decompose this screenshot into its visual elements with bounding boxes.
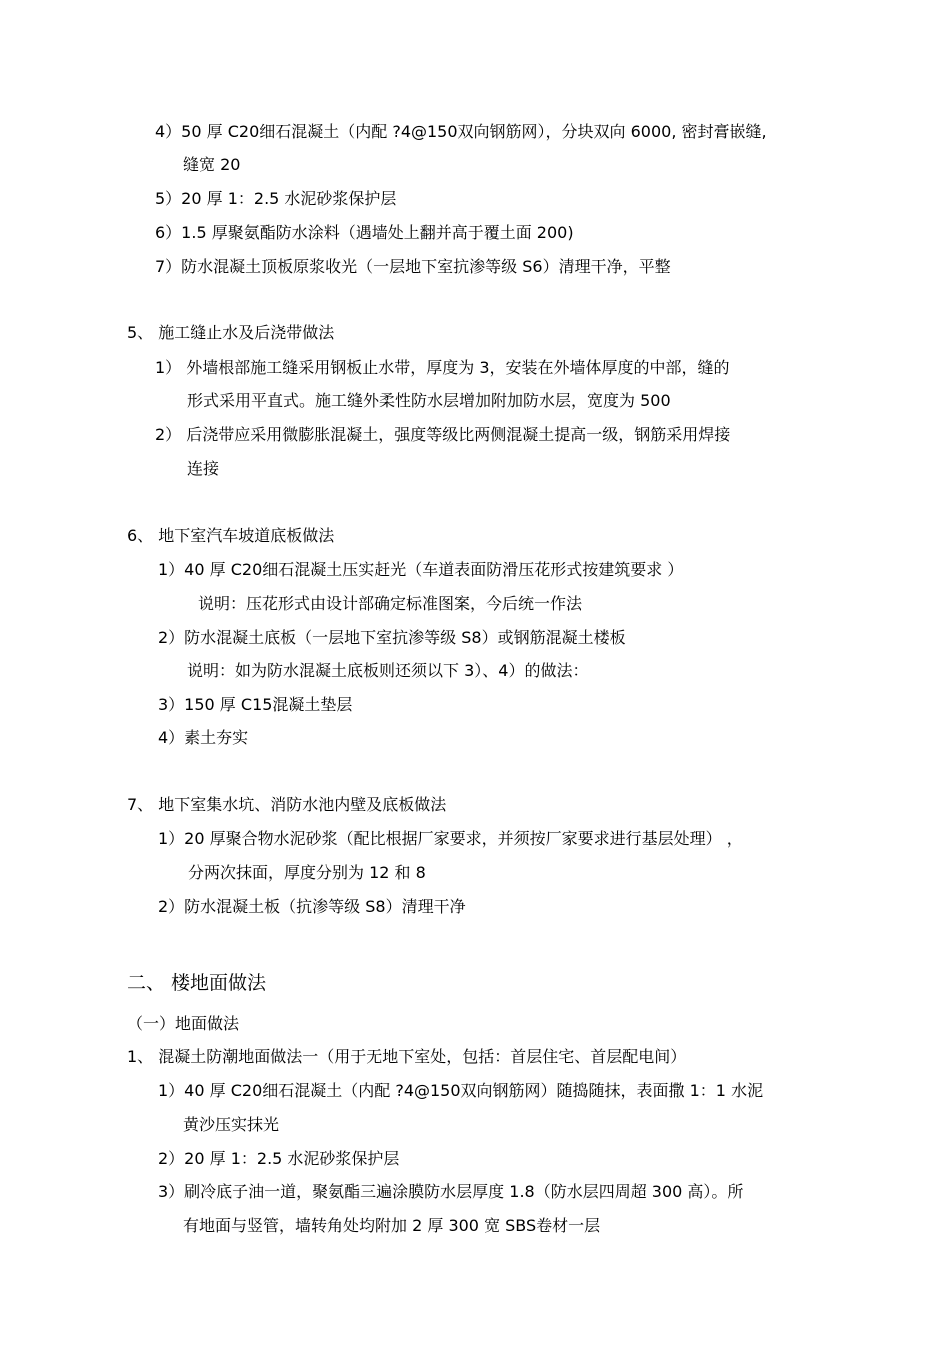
text-line: 2）防水混凝土板（抗渗等级 S8）清理干净 (158, 897, 466, 916)
text-line: 7）防水混凝土顶板原浆收光（一层地下室抗渗等级 S6）清理干净，平整 (155, 257, 671, 276)
text-line: 3）150 厚 C15混凝土垫层 (158, 695, 353, 714)
text-line: 3）刷冷底子油一道，聚氨酯三遍涂膜防水层厚度 1.8（防水层四周超 300 高）。所 (158, 1182, 744, 1201)
text-line: 1）40 厚 C20细石混凝土（内配 ?4@150双向钢筋网）随捣随抹，表面撒 1：1 水泥 (158, 1081, 764, 1100)
text-line: 2） 后浇带应采用微膨胀混凝土，强度等级比两侧混凝土提高一级，钢筋采用焊接 (155, 425, 731, 444)
text-line: 有地面与竖管，墙转角处均附加 2 厚 300 宽 SBS卷材一层 (183, 1216, 601, 1235)
section-heading: 6、 地下室汽车坡道底板做法 (127, 526, 335, 545)
text-line: 黄沙压实抹光 (183, 1115, 280, 1134)
text-line: 分两次抹面，厚度分别为 12 和 8 (188, 863, 426, 882)
text-line: 1）20 厚聚合物水泥砂浆（配比根据厂家要求，并须按厂家要求进行基层处理） ， (158, 829, 743, 848)
text-line: 连接 (187, 459, 220, 478)
text-line: 4）50 厚 C20细石混凝土（内配 ?4@150双向钢筋网），分块双向 6000, 密封膏嵌缝, (155, 122, 767, 141)
text-line: 4）素土夯实 (158, 728, 249, 747)
text-line: 2）防水混凝土底板（一层地下室抗渗等级 S8）或钢筋混凝土楼板 (158, 628, 626, 647)
text-line: 缝宽 20 (183, 155, 241, 174)
text-line: 1） 外墙根部施工缝采用钢板止水带，厚度为 3，安装在外墙体厚度的中部，缝的 (155, 358, 730, 377)
text-line: 形式采用平直式。施工缝外柔性防水层增加附加防水层，宽度为 500 (187, 391, 671, 410)
text-line: 1）40 厚 C20细石混凝土压实赶光（车道表面防滑压花形式按建筑要求 ） (158, 560, 684, 579)
text-note: 说明：压花形式由设计部确定标准图案，今后统一作法 (198, 594, 583, 613)
section-heading: 5、 施工缝止水及后浇带做法 (127, 323, 335, 342)
chapter-heading: 二、 楼地面做法 (127, 972, 267, 994)
section-heading: 1、 混凝土防潮地面做法一（用于无地下室处，包括：首层住宅、首层配电间） (127, 1047, 687, 1066)
text-note: 说明：如为防水混凝土底板则还须以下 3）、4）的做法： (187, 661, 589, 680)
text-line: 6）1.5 厚聚氨酯防水涂料（遇墙处上翻并高于覆土面 200) (155, 223, 574, 242)
text-line: 5）20 厚 1：2.5 水泥砂浆保护层 (155, 189, 397, 208)
section-heading: 7、 地下室集水坑、消防水池内壁及底板做法 (127, 795, 447, 814)
text-line: 2）20 厚 1：2.5 水泥砂浆保护层 (158, 1149, 400, 1168)
subsection-heading: （一）地面做法 (127, 1014, 240, 1033)
